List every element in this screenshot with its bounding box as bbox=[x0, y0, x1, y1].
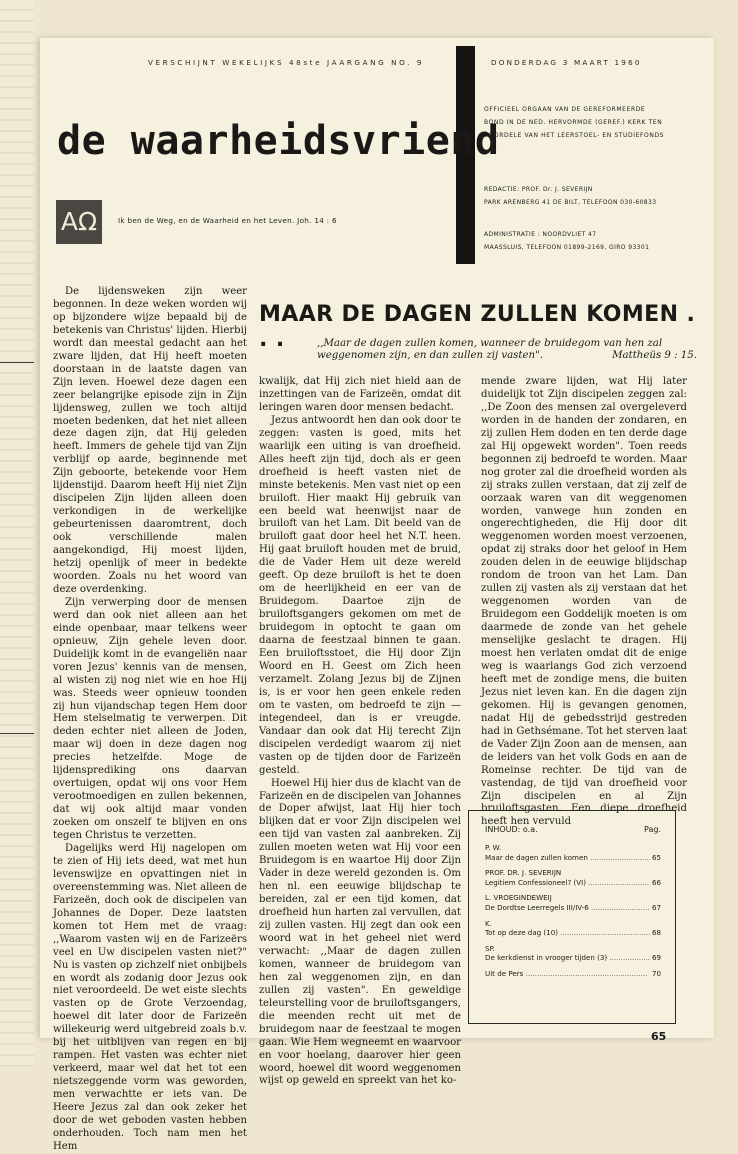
newspaper-title: de waarheidsvriend bbox=[57, 118, 500, 164]
redactie-line: REDACTIE: PROF. Dr. J. SEVERIJN bbox=[484, 186, 593, 193]
paragraph: Jezus antwoordt hen dan ook door te zeggen: vasten is goed, mits het waarlijk een uiting is van droefheid. Alles heeft zijn tijd, doch als er geen droefheid is heeft vasten niet de minste betekenis. Men vast niet op een bruiloft. Hier maakt Hij gebruik van een beeld wat heenwijst naar de bruiloft van het Lam. Dit beeld van de bruiloft gaat door heel het N.T. heen. Hij gaat bruiloft houden met de bruid, die de Vader Hem uit deze wereld geeft. Op deze bruiloft is het te doen om de heerlijkheid en eer van de Bruidegom. Daartoe zijn de bruiloftsgangers gekomen om met de bruidegom in optocht te gaan om daarna de feestzaal binnen te gaan. Een bruiloftsstoet, die Hij door Zijn Woord en H. Geest om Zich heen verzamelt. Zolang Jezus bij de Zijnen is, is er voor hen geen enkele reden om te vasten, om bedroefd te zijn — integendeel, dan is er vreugde. Vandaar dan ook dat Hij terecht Zijn discipelen verdedigt waarom zij niet vasten op de tijden door de Farizeën gesteld. bbox=[259, 414, 461, 776]
previous-page-edge bbox=[0, 0, 34, 1068]
toc-item bbox=[485, 868, 661, 887]
toc-author: SP. bbox=[485, 943, 495, 953]
epigraph-text: ,,Maar de dagen zullen komen, wanneer de bruidegom van hen zal weggenomen zijn, en dan zullen zij vasten". bbox=[317, 338, 663, 361]
administration-address bbox=[484, 228, 694, 254]
official-organ-text bbox=[484, 103, 694, 142]
article-column-3 bbox=[481, 376, 687, 829]
official-line: OFFICIEEL ORGAAN VAN DE GEREFORMEERDE bbox=[484, 106, 646, 113]
official-line: BOND IN DE NED. HERVORMDE (GEREF.) KERK TEN bbox=[484, 119, 663, 126]
paragraph: De lijdensweken zijn weer begonnen. In deze weken worden wij op bijzondere wijze bepaald bij de betekenis van Christus' lijden. Hierbij wordt dan meestal gedacht aan het zware lijden, dat Hij heeft moeten doorstaan in de laatste dagen van Zijn leven. Hoewel deze dagen een zeer belangrijke episode zijn in Zijn lijdensweg, zullen we toch altijd moeten bedenken, dat het niet alleen deze dagen zijn, dat Hij geleden heeft. Immers de gehele tijd van Zijn verblijf op aarde, beginnende met Zijn geboorte, betekende voor Hem lijdenstijd. Daarom heeft Hij niet Zijn discipelen Zijn lijden alleen doen verkondigen in de werkelijke gebeurtenissen daaromtrent, doch ook verschillende malen aangekondigd, Hij moest lijden, hetzij openlijk of meer in bedekte woorden. Zoals nu het woord van deze overdenking. bbox=[53, 286, 247, 595]
toc-page: 65 bbox=[651, 852, 661, 862]
article-epigraph bbox=[317, 338, 697, 362]
toc-author: K. bbox=[485, 918, 492, 928]
toc-title: INHOUD: o.a. bbox=[485, 825, 538, 834]
toc-page: 67 bbox=[651, 902, 661, 912]
frequency-line: VERSCHIJNT WEKELIJKS 48ste JAARGANG NO. 9 bbox=[147, 58, 425, 67]
toc-entry-title: Maar de dagen zullen komen ..... bbox=[485, 853, 650, 863]
toc-page: 68 bbox=[651, 928, 661, 938]
issue-date: DONDERDAG 3 MAART 1960 bbox=[491, 58, 642, 67]
toc-item bbox=[485, 893, 661, 912]
toc-entry-title: Legitiem Confessioneel? (VI) ..... bbox=[485, 878, 650, 888]
toc-page-label: Pag. bbox=[644, 825, 661, 834]
paragraph: Zijn verwerping door de mensen werd dan ook niet alleen aan het einde openbaar, maar telkens weer opnieuw, Zijn gehele leven door. Duidelijk komt in de evangeliën naar voren Jezus' kennis van de mensen, al wisten zij nog niet wie en hoe Hij was. Steeds weer opnieuw toonden zij hun vijandschap tegen Hem door Hem stelselmatig te verwerpen. Dit deden echter niet alleen de Joden, maar wij doen in deze dagen nog precies hetzelfde. Moge de lijdensprediking ons daarvan overtuigen, opdat wij ons voor Hem verootmoedigen en zullen bekennen, dat wij ook altijd maar vonden zoeken om onszelf te blijven en ons tegen Christus te verzetten. bbox=[53, 596, 247, 842]
toc-item bbox=[485, 944, 661, 963]
toc-author: P. W. bbox=[485, 843, 502, 852]
toc-page: 66 bbox=[651, 877, 661, 887]
toc-entry-title: De kerkdienst in vrooger tijden (3) ..... bbox=[485, 953, 650, 963]
toc-list bbox=[485, 843, 661, 985]
toc-entry-title: Uit de Pers ..... bbox=[485, 969, 650, 979]
toc-page: 69 bbox=[651, 953, 661, 963]
admin-line: ADMINISTRATIE : NOORDVLIET 47 bbox=[484, 231, 597, 238]
toc-author: PROF. DR. J. SEVERIJN bbox=[485, 868, 562, 878]
toc-item bbox=[485, 969, 661, 979]
paragraph: Hoewel Hij hier dus de klacht van de Farizeën en de discipelen van Johannes de Doper afwijst, laat Hij hier toch blijken dat er voor Zijn discipelen wel een tijd van vasten zal aanbreken. Zij zullen moeten weten wat Hij voor een Bruidegom is en waartoe Hij door Zijn Vader in deze wereld gezonden is. Om hen nl. een eeuwige blijdschap te bereiden, zal er een tijd komen, dat droefheid hun harten zal vervullen, dat zij zullen vasten. Hij zegt dan ook een woord wat in het geheel niet werd verwacht: ,,Maar de dagen zullen komen, wanneer de bruidegom van hen zal weggenomen zijn, en dan zullen zij vasten". En geweldige teleurstelling voor de bruiloftsgangers, die meenden recht uit met de bruidegom naar de feestzaal te mogen gaan. Wie Hem wegneemt en waarvoor en voor hoelang, daarover hier geen woord, hoewel dit woord weggenomen wijst op geweld en spreekt van het ko- bbox=[259, 777, 462, 1087]
paragraph: Dagelijks werd Hij nagelopen om te zien of Hij iets deed, wat met hun levenswijze en opvattingen niet in overeenstemming was. Niet alleen de Farizeën, doch ook de discipelen van Johannes de Doper. Deze laatsten komen tot Hem met de vraag: ,,Waarom vasten wij en de Farizeërs veel en Uw discipelen vasten niet?" Nu is vasten op zichzelf niet onbijbels en wordt als zodanig door Jezus ook niet veroordeeld. De wet eiste slechts vasten op de Grote Verzoendag, hoewel dit later door de Farizeën willekeurig werd uitgebreid zoals b.v. bij het uitblijven van regen en bij rampen. Het vasten was echter niet verkeerd, maar wel dat het tot een nietszeggende vorm was geworden, men verwachtte er iets van. De Heere Jezus zal dan ook zeker het door de wet geboden vasten hebben onderhouden. Toch nam men het Hem bbox=[53, 842, 247, 1152]
admin-line: MAASSLUIS, TELEFOON 01899-2169, GIRO 93301 bbox=[484, 244, 650, 251]
toc-entry-title: Tot op deze dag (10) ..... bbox=[485, 928, 650, 938]
toc-page: 70 bbox=[651, 968, 661, 978]
toc-author: L. VROEGINDEWEIJ bbox=[485, 893, 552, 903]
alpha-omega-logo: AΩ bbox=[56, 200, 102, 244]
article-headline: MAAR DE DAGEN ZULLEN KOMEN . . . bbox=[259, 302, 696, 352]
article-column-2 bbox=[259, 376, 461, 1088]
table-of-contents-box bbox=[468, 810, 676, 1024]
toc-entry-title: De Dordtse Leerregels III/IV-6 ..... bbox=[485, 903, 650, 913]
redactie-line: PARK ARENBERG 41 DE BILT, TELEFOON 030-60833 bbox=[484, 199, 657, 206]
motto: Ik ben de Weg, en de Waarheid en het Leven. Joh. 14 : 6 bbox=[118, 216, 337, 225]
epigraph-reference: Mattheüs 9 : 15. bbox=[612, 350, 697, 361]
article-column-1 bbox=[53, 286, 247, 1154]
official-line: VOORDELE VAN HET LEERSTOEL- EN STUDIEFONDS bbox=[484, 132, 665, 139]
toc-item bbox=[485, 843, 661, 862]
paragraph: kwalijk, dat Hij zich niet hield aan de inzettingen van de Farizeën, omdat dit leringen waren door mensen bedacht. bbox=[259, 376, 461, 413]
toc-item bbox=[485, 919, 661, 938]
page-number: 65 bbox=[651, 1030, 667, 1043]
paragraph: mende zware lijden, wat Hij later duidelijk tot Zijn discipelen zeggen zal: ,,De Zoon des mensen zal overgeleverd worden in de handen der zondaren, en zij zullen Hem doden en ten derde dage zal Hij opgewekt worden". Toen reeds begonnen zij bedroefd te worden. Maar nog groter zal die droefheid worden als zij straks zullen verstaan, dat zij zelf de oorzaak waren van dit weggenomen worden, vanwege hun zonden en ongerechtigheden, die Hij door dit weggenomen worden moest verzoenen, opdat zij straks door het geloof in Hem zouden delen in de eeuwige blijdschap rondom de troon van het Lam. Dan zullen zij vasten als zij verstaan dat het weggenomen worden van de Bruidegom een Goddelijk moeten is om daarmede de zonde van het gehele menselijke geslacht te dragen. Hij moest hen verlaten omdat dit de enige weg is waarlangs God zich verzoend heeft met de zondige mens, die buiten Jezus niet leven kan. En die dagen zijn gekomen. Hij is gevangen genomen, nadat Hij de gebedsstrijd gestreden had in Gethsémane. Tot het sterven laat de Vader Zijn Zoon aan de mensen, aan de leiders van het volk Gods en aan de Romeinse rechter. De tijd van de vastendag, de tijd van droefheid voor Zijn discipelen en al Zijn bruiloftsgasten. Een diepe droefheid heeft hen vervuld bbox=[481, 376, 687, 828]
editorial-address bbox=[484, 183, 694, 209]
